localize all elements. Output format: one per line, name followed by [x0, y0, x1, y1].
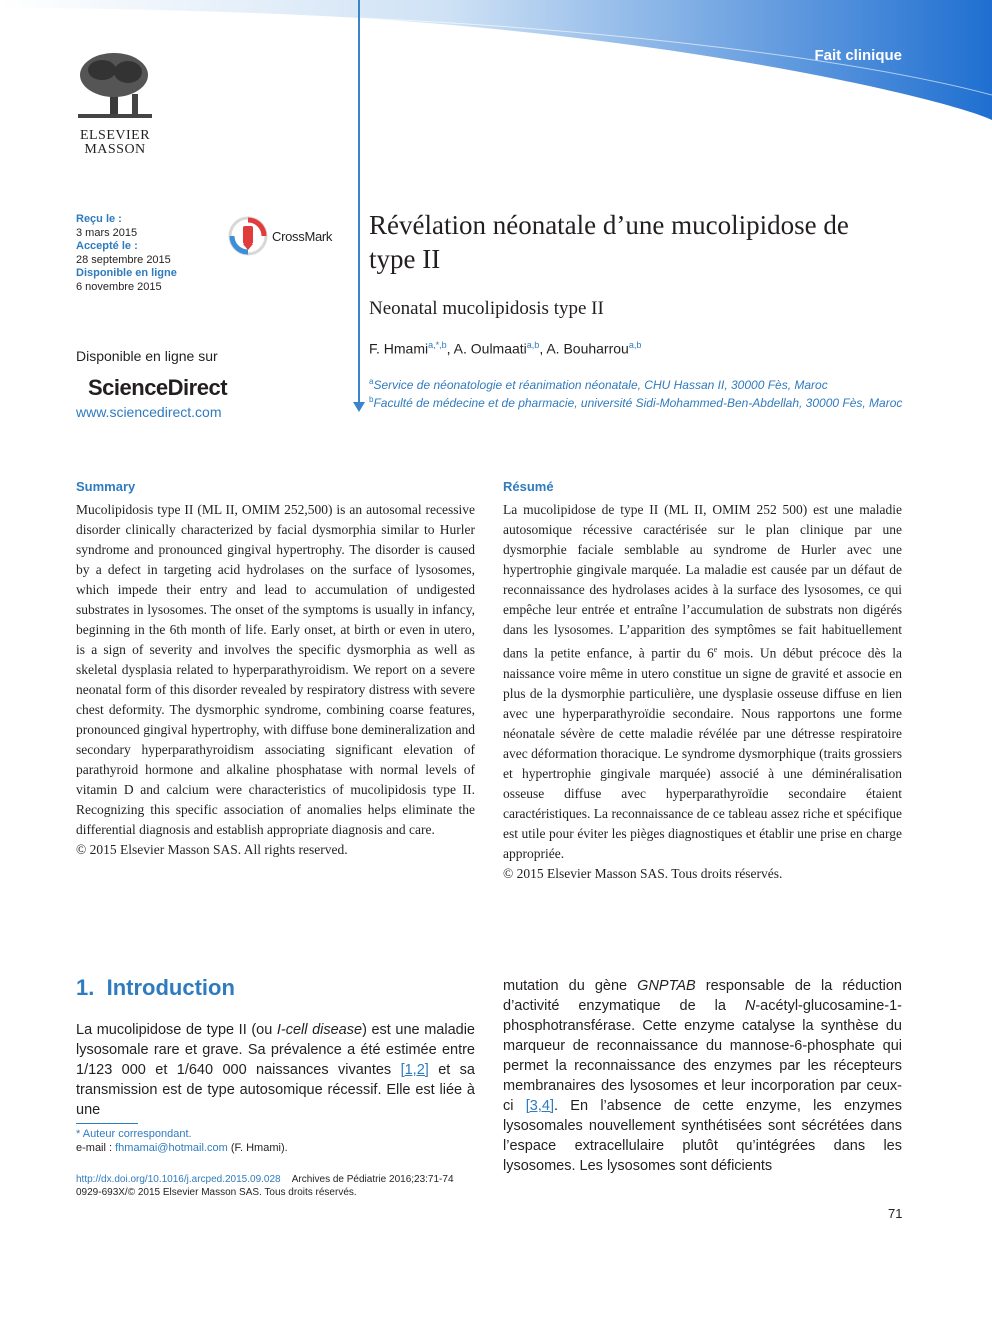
- citation-link[interactable]: [3,4]: [525, 1098, 554, 1114]
- affiliation-key: b: [369, 394, 374, 404]
- introduction-heading: [76, 975, 235, 1001]
- sciencedirect-link[interactable]: www.sciencedirect.com: [76, 404, 222, 420]
- intro-italic-letter: N: [744, 998, 756, 1014]
- accepted-date: 28 septembre 2015: [76, 253, 171, 266]
- author-name: A. Bouharrou: [546, 340, 629, 357]
- affiliation-text: Service de néonatologie et réanimation néonatale, CHU Hassan II, 30000 Fès, Maroc: [373, 378, 828, 392]
- doi-link[interactable]: http://dx.doi.org/10.1016/j.arcped.2015.09.028: [76, 1174, 281, 1185]
- accepted-label: Accepté le :: [76, 240, 138, 252]
- intro-text: -acétyl-glucosamine-1-phosphotransférase. Cette enzyme catalyse la synthèse du marqueur de reconnaissance du mannose-6-phosphate qui permet la reconnaissance des enzymes par les récepteurs membranaires des lysosomes et leur incorporation par ceux-ci: [503, 998, 902, 1114]
- intro-text: responsable de la réduction d’activité enzymatique de la: [503, 978, 902, 1014]
- summary-text: [76, 500, 475, 860]
- author-affiliation-marker[interactable]: a,*,b: [428, 340, 447, 350]
- online-date: 6 novembre 2015: [76, 280, 162, 293]
- elsevier-masson-logo: [74, 50, 156, 157]
- author-affiliation-marker[interactable]: a,b: [526, 340, 540, 350]
- citation-link[interactable]: [1,2]: [400, 1062, 429, 1078]
- email-note: [76, 1142, 288, 1154]
- available-online-label: Disponible en ligne sur: [76, 348, 218, 364]
- crossmark-label: CrossMark: [272, 229, 333, 244]
- author-name: F. Hmami: [369, 340, 429, 357]
- intro-text: La mucolipidose de type II (ou: [76, 1022, 277, 1038]
- online-label: Disponible en ligne: [76, 267, 177, 279]
- summary-heading: Summary: [76, 479, 136, 494]
- introduction-column-2: [503, 976, 902, 1176]
- affiliation-key: a: [369, 377, 374, 386]
- logo-text-masson: MASSON: [84, 142, 146, 157]
- received-label: Reçu le :: [76, 213, 122, 225]
- corresponding-author-note: * Auteur correspondant.: [76, 1128, 192, 1140]
- resume-heading: Résumé: [503, 479, 554, 494]
- author-affiliation-marker[interactable]: a,b: [628, 340, 642, 350]
- summary-copyright: © 2015 Elsevier Masson SAS. All rights reserved.: [76, 842, 348, 857]
- article-title: Révélation néonatale d’une mucolipidose de type II: [369, 210, 849, 274]
- email-suffix: (F. Hmami).: [227, 1142, 288, 1154]
- sciencedirect-logo[interactable]: ScienceDirect: [88, 375, 228, 400]
- crossmark-icon: [228, 216, 268, 256]
- introduction-column-1: [76, 1020, 475, 1120]
- resume-text: [503, 500, 902, 884]
- footnote-divider: [76, 1123, 138, 1124]
- affiliation-a: [369, 375, 909, 393]
- article-subtitle: Neonatal mucolipidosis type II: [369, 298, 604, 319]
- email-label: e-mail :: [76, 1142, 116, 1154]
- divider-arrow-icon: [353, 402, 365, 412]
- introduction-heading-number: 1.: [76, 975, 95, 1000]
- resume-ordinal-sup: e: [713, 645, 718, 654]
- elsevier-tree-icon: [74, 50, 156, 122]
- email-link[interactable]: fhmamai@hotmail.com: [115, 1142, 228, 1154]
- article-dates: [76, 213, 216, 294]
- introduction-heading-text: Introduction: [106, 975, 235, 1000]
- resume-copyright: © 2015 Elsevier Masson SAS. Tous droits réservés.: [503, 865, 783, 881]
- header-divider-line: [358, 0, 360, 405]
- section-tag: Fait clinique: [814, 47, 902, 64]
- intro-text: ) est une maladie lysosomale rare et grave. Sa prévalence a été estimée entre 1/123 000 et 1/640 000 naissances vivantes: [76, 1022, 475, 1078]
- issn-copyright: 0929-693X/© 2015 Elsevier Masson SAS. Tous droits réservés.: [76, 1187, 357, 1198]
- received-date: 3 mars 2015: [76, 226, 138, 239]
- resume-body-part2: mois. Un début précoce dès la naissance voire même in utero constitue un signe de gravité et associe en plus de la dysmorphie particulière, une dysplasie osseuse diffuse en lien avec une hyperparathyroïdie secondaire. Nous rapportons une forme néonatale sévère de cette maladie révélée par une détresse respiratoire avec déformation thoracique. Le syndrome dysmorphique (traits grossiers et hypertrophie gingivale marquée) associé à une déminéralisation osseuse diffuse avec hyperparathyroïdie secondaire étaient caractéristiques. La reconnaissance de ce tableau assez riche et spécifique est utile pour éviter les pièges diagnostiques et établir une prise en charge appropriée.: [503, 645, 903, 861]
- gene-name: GNPTAB: [637, 978, 696, 994]
- resume-body-part1: La mucolipidose de type II (ML II, OMIM 252 500) est une maladie autosomique récessive caractérisée sur le plan clinique par une dysmorphie faciale semblable au syndrome de Hurler avec une hypertrophie gingivale marquée. La maladie est causée par un défaut de reconnaissance des hydrolases acides à la surface des lysosomes, ce qui empêche leur entrée et entraîne l’accumulation de substrats non digérés dans les lysosomes. L’apparition des symptômes se fait habituellement dans la petite enfance, à partir du 6: [503, 502, 902, 661]
- crossmark-badge[interactable]: [228, 216, 338, 256]
- affiliation-text: Faculté de médecine et de pharmacie, université Sidi-Mohammed-Ben-Abdellah, 30000 Fès, Maroc: [373, 395, 903, 410]
- footer-citation: [76, 1173, 454, 1199]
- author-name: A. Oulmaati: [453, 340, 527, 357]
- intro-text: . En l’absence de cette enzyme, les enzymes lysosomales nouvellement synthétisées sont sécrétées dans l’espace extracellulaire plutôt qu’intégrées dans les lysosomes. Les lysosomes sont déficients: [503, 1098, 902, 1174]
- affiliation-b: [369, 393, 909, 411]
- logo-text-elsevier: ELSEVIER: [79, 128, 151, 143]
- summary-body: Mucolipidosis type II (ML II, OMIM 252,500) is an autosomal recessive disorder clinically characterized by facial dysmorphia similar to Hurler syndrome and pronounced gingival hypertrophy. The disorder is caused by a defect in targeting acid hydrolases on the surface of lysosomes, which impede their entry and lead to accumulation of undigested substrates in lysosomes. The onset of the symptoms is usually in infancy, beginning in the 6th month of life. Early onset, at birth or even in utero, is a sign of severity and involves the specific dysmorphia as well as skeletal dysplasia related to hyperparathyroidism. We report on a severe neonatal form of this disorder revealed by respiratory distress with severe chest deformity. The dysmorphic syndrome, combining coarse features, pronounced gingival hypertrophy, with diffuse bone demineralization and secondary hyperparathyroidism associating significant elevation of parathyroid hormone and alkaline phosphatase with normal levels of vitamin D and calcium were characteristics of mucolipidosis type II. Recognizing this specific association of anomalies helps eliminate the differential diagnosis and establish appropriate diagnosis and care.: [76, 502, 475, 837]
- page-number: 71: [888, 1206, 903, 1221]
- intro-text: et sa transmission est de type autosomique récessif. Elle est liée à une: [76, 1062, 476, 1118]
- author-list: F. Hmami$^{a,*,b}$, A. Oulmaati$^{a,b}$, A. Bouharrou$^{a,b}$: [369, 340, 642, 357]
- journal-reference: Archives de Pédiatrie 2016;23:71-74: [291, 1174, 454, 1185]
- affiliations: [369, 375, 909, 410]
- intro-italic-term: I-cell disease: [276, 1022, 363, 1038]
- intro-text: mutation du gène: [503, 978, 638, 994]
